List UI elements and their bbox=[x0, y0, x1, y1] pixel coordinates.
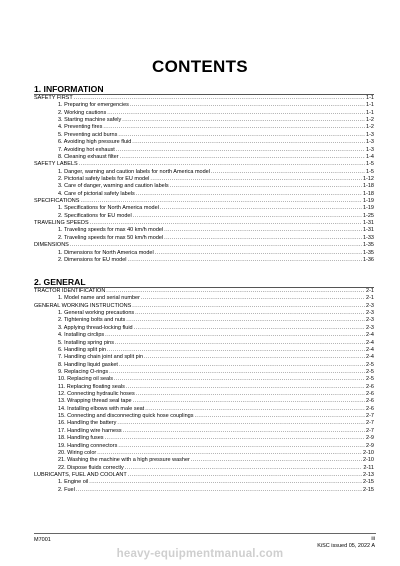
toc-entry-row[interactable] bbox=[34, 169, 374, 176]
toc-entry-title: 1. Dimensions for North America model bbox=[58, 249, 154, 256]
dot-leader bbox=[118, 443, 365, 450]
toc-entry-row[interactable] bbox=[34, 205, 374, 212]
toc-entry-row[interactable] bbox=[34, 413, 374, 420]
dot-leader bbox=[107, 110, 365, 117]
dot-leader bbox=[170, 183, 362, 190]
toc-entry-title: 2. Traveling speeds for max 50 km/h model bbox=[58, 234, 164, 241]
toc-entry-title: TRAVELING SPEEDS bbox=[34, 220, 89, 227]
toc-entry-title: 1. Traveling speeds for max 40 km/h model bbox=[58, 227, 164, 234]
toc-entry-title: 5. Installing spring pins bbox=[58, 339, 114, 346]
toc-group-row[interactable] bbox=[34, 220, 374, 227]
toc-page-number: 1-31 bbox=[362, 227, 374, 234]
toc-entry-title: 6. Avoiding high pressure fluid bbox=[58, 139, 132, 146]
toc-entry-row[interactable] bbox=[34, 176, 374, 183]
toc-entry-row[interactable] bbox=[34, 354, 374, 361]
toc-entry-row[interactable] bbox=[34, 347, 374, 354]
toc-entry-title: 14. Installing elbows with male seat bbox=[58, 405, 145, 412]
dot-leader bbox=[79, 161, 365, 168]
toc-page-number: 1-18 bbox=[362, 190, 374, 197]
dot-leader bbox=[119, 362, 365, 369]
dot-leader bbox=[194, 413, 365, 420]
toc-entry-title: 2. Specifications for EU model bbox=[58, 212, 132, 219]
toc-entry-title: 4. Installing circlips bbox=[58, 332, 105, 339]
toc-page-number: 2-11 bbox=[363, 464, 374, 471]
dot-leader bbox=[141, 295, 365, 302]
page-title: CONTENTS bbox=[152, 57, 248, 76]
toc-entry-title: 18. Handling fuses bbox=[58, 435, 104, 442]
toc-entry-row[interactable] bbox=[34, 465, 374, 472]
toc-entry-title: GENERAL WORKING INSTRUCTIONS bbox=[34, 302, 132, 309]
document-code: M7001 bbox=[34, 537, 51, 543]
toc-entry-title: 2. Fuel bbox=[58, 486, 75, 493]
dot-leader bbox=[105, 435, 365, 442]
dot-leader bbox=[106, 288, 365, 295]
dot-leader bbox=[105, 332, 365, 339]
toc-entry-row[interactable] bbox=[34, 317, 374, 324]
toc-group-row[interactable] bbox=[34, 95, 374, 102]
dot-leader bbox=[132, 303, 365, 310]
toc-entry-title: 2. Tightening bolts and nuts bbox=[58, 317, 126, 324]
dot-leader bbox=[123, 428, 365, 435]
toc-page-number: 1-35 bbox=[362, 242, 374, 249]
dot-leader bbox=[90, 220, 362, 227]
dot-leader bbox=[103, 124, 365, 131]
toc-entry-title: 2. Working cautions bbox=[58, 109, 107, 116]
toc-entry-row[interactable] bbox=[34, 479, 374, 486]
toc-entry-title: 1. Engine oil bbox=[58, 479, 89, 486]
dot-leader bbox=[107, 347, 365, 354]
dot-leader bbox=[150, 176, 362, 183]
dot-leader bbox=[136, 391, 365, 398]
toc-page-number: 2-15 bbox=[362, 479, 374, 486]
toc-page-number: 2-9 bbox=[366, 442, 374, 449]
toc-entry-row[interactable] bbox=[34, 235, 374, 242]
toc-page-number: 2-3 bbox=[366, 317, 374, 324]
toc-entry-title: 4. Preventing fires bbox=[58, 124, 103, 131]
toc-page-number: 2-15 bbox=[362, 486, 374, 493]
dot-leader bbox=[118, 132, 365, 139]
toc-group-row[interactable] bbox=[34, 198, 374, 205]
toc-page-number: 2-4 bbox=[366, 339, 374, 346]
toc-page-number: 2-3 bbox=[366, 324, 374, 331]
dot-leader bbox=[126, 384, 365, 391]
toc-entry-row[interactable] bbox=[34, 183, 374, 190]
toc-entry-row[interactable] bbox=[34, 450, 374, 457]
toc-page-number: 2-4 bbox=[366, 346, 374, 353]
dot-leader bbox=[128, 472, 362, 479]
dot-leader bbox=[133, 213, 362, 220]
toc-page-number: 2-5 bbox=[366, 361, 374, 368]
toc-page-number: 1-1 bbox=[366, 109, 374, 116]
toc-page-number: 2-4 bbox=[366, 354, 374, 361]
toc-entry-title: 1. Specifications for North America model bbox=[58, 205, 159, 212]
dot-leader bbox=[136, 191, 362, 198]
toc-entry-row[interactable] bbox=[34, 139, 374, 146]
toc-entry-row[interactable] bbox=[34, 340, 374, 347]
toc-entry-row[interactable] bbox=[34, 406, 374, 413]
dot-leader bbox=[116, 147, 365, 154]
toc-group-row[interactable] bbox=[34, 472, 374, 479]
dot-leader bbox=[211, 169, 365, 176]
dot-leader bbox=[130, 102, 365, 109]
dot-leader bbox=[134, 325, 365, 332]
toc-page-number: 1-5 bbox=[366, 161, 374, 168]
toc-page-number: 2-1 bbox=[366, 295, 374, 302]
toc-page-number: 2-6 bbox=[366, 405, 374, 412]
toc-group-row[interactable] bbox=[34, 288, 374, 295]
toc-entry-title: 4. Care of pictorial safety labels bbox=[58, 190, 135, 197]
toc-page-number: 2-10 bbox=[362, 449, 374, 456]
toc-entry-title: 17. Handling wire harness bbox=[58, 427, 122, 434]
toc-entry-row[interactable] bbox=[34, 376, 374, 383]
toc-entry-title: 16. Handling the battery bbox=[58, 420, 117, 427]
dot-leader bbox=[164, 227, 362, 234]
toc-entry-title: 22. Dispose fluids correctly bbox=[58, 464, 124, 471]
toc-entry-row[interactable] bbox=[34, 102, 374, 109]
footer-divider bbox=[34, 533, 376, 534]
toc-page-number: 2-3 bbox=[366, 302, 374, 309]
toc-entry-title: LUBRICANTS, FUEL AND COOLANT bbox=[34, 471, 127, 478]
toc-entry-title: 7. Handling chain joint and split pin bbox=[58, 354, 144, 361]
toc-entry-row[interactable] bbox=[34, 250, 374, 257]
toc-entry-row[interactable] bbox=[34, 428, 374, 435]
toc-entry-row[interactable] bbox=[34, 124, 374, 131]
toc-page-number: 1-36 bbox=[362, 256, 374, 263]
toc-entry-title: 9. Replacing O-rings bbox=[58, 368, 109, 375]
dot-leader bbox=[133, 398, 365, 405]
dot-leader bbox=[125, 465, 363, 472]
toc-entry-title: SPECIFICATIONS bbox=[34, 198, 80, 205]
dot-leader bbox=[122, 117, 365, 124]
toc-page-number: 2-7 bbox=[366, 413, 374, 420]
toc-page-number: 1-31 bbox=[362, 220, 374, 227]
dot-leader bbox=[145, 406, 365, 413]
toc-entry-title: 1. Model name and serial number bbox=[58, 295, 140, 302]
dot-leader bbox=[164, 235, 362, 242]
toc-page-number: 2-5 bbox=[366, 368, 374, 375]
dot-leader bbox=[114, 376, 365, 383]
toc-entry-row[interactable] bbox=[34, 295, 374, 302]
toc-page-number: 2-10 bbox=[362, 457, 374, 464]
toc-entry-title: 2. Dimensions for EU model bbox=[58, 256, 127, 263]
section-heading-information: 1. INFORMATION bbox=[34, 84, 104, 94]
toc-group-row[interactable] bbox=[34, 242, 374, 249]
toc-page-number: 1-1 bbox=[366, 102, 374, 109]
toc-entry-row[interactable] bbox=[34, 110, 374, 117]
toc-group-row[interactable] bbox=[34, 303, 374, 310]
toc-entry-row[interactable] bbox=[34, 310, 374, 317]
toc-entry-title: 8. Handling liquid gasket bbox=[58, 361, 118, 368]
issue-info: KiSC issued 05, 2022 A bbox=[317, 543, 375, 549]
toc-page-number: 1-3 bbox=[366, 139, 374, 146]
toc-entry-title: 11. Replacing floating seals bbox=[58, 383, 125, 390]
toc-entry-row[interactable] bbox=[34, 227, 374, 234]
toc-group-row[interactable] bbox=[34, 161, 374, 168]
toc-page-number: 2-6 bbox=[366, 391, 374, 398]
toc-entry-row[interactable] bbox=[34, 384, 374, 391]
dot-leader bbox=[160, 205, 362, 212]
dot-leader bbox=[109, 369, 365, 376]
toc-entry-title: 8. Cleaning exhaust filter bbox=[58, 153, 119, 160]
toc-page-number: 2-6 bbox=[366, 398, 374, 405]
toc-entry-title: 19. Handling connectors bbox=[58, 442, 118, 449]
toc-entry-title: 6. Handling split pin bbox=[58, 346, 107, 353]
toc-page-number: 2-9 bbox=[366, 435, 374, 442]
toc-entry-title: 1. Danger, warning and caution labels for north America model bbox=[58, 168, 210, 175]
toc-entry-title: 1. Preparing for emergencies bbox=[58, 102, 129, 109]
toc-entry-title: 2. Pictorial safety labels for EU model bbox=[58, 175, 150, 182]
dot-leader bbox=[97, 450, 362, 457]
toc-page-number: 1-5 bbox=[366, 168, 374, 175]
toc-page-number: 1-19 bbox=[362, 198, 374, 205]
dot-leader bbox=[120, 154, 366, 161]
toc-page-number: 2-7 bbox=[366, 427, 374, 434]
toc-page-number: 1-25 bbox=[362, 212, 374, 219]
toc-page-number: 1-19 bbox=[362, 205, 374, 212]
dot-leader bbox=[74, 95, 365, 102]
toc-entry-title: 20. Wiring color bbox=[58, 449, 97, 456]
dot-leader bbox=[117, 420, 365, 427]
dot-leader bbox=[155, 250, 362, 257]
toc-entry-row[interactable] bbox=[34, 132, 374, 139]
watermark: heavy-equipmentmanual.com bbox=[116, 548, 284, 560]
toc-entry-row[interactable] bbox=[34, 420, 374, 427]
toc-entry-title: SAFETY LABELS bbox=[34, 161, 78, 168]
toc-entry-title: 5. Preventing acid burns bbox=[58, 131, 118, 138]
dot-leader bbox=[115, 340, 365, 347]
toc-entry-row[interactable] bbox=[34, 325, 374, 332]
toc-entry-row[interactable] bbox=[34, 369, 374, 376]
toc-entry-row[interactable] bbox=[34, 154, 374, 161]
dot-leader bbox=[70, 242, 362, 249]
toc-entry-row[interactable] bbox=[34, 191, 374, 198]
toc-page-number: 1-33 bbox=[362, 234, 374, 241]
toc-entry-title: 7. Avoiding hot exhaust bbox=[58, 146, 115, 153]
section-heading-general: 2. GENERAL bbox=[34, 277, 86, 287]
toc-entry-row[interactable] bbox=[34, 257, 374, 264]
toc-page-number: 1-4 bbox=[366, 153, 374, 160]
toc-page-number: 1-2 bbox=[366, 124, 374, 131]
toc-entry-title: 10. Replacing oil seals bbox=[58, 376, 114, 383]
toc-list-general bbox=[34, 288, 374, 494]
toc-entry-title: SAFETY FIRST bbox=[34, 95, 73, 101]
dot-leader bbox=[127, 257, 362, 264]
toc-page-number: 1-12 bbox=[362, 175, 374, 182]
toc-page-number: 2-7 bbox=[366, 420, 374, 427]
toc-entry-title: 13. Wrapping thread seal tape bbox=[58, 398, 132, 405]
toc-page-number: 1-35 bbox=[362, 249, 374, 256]
toc-page-number: 2-1 bbox=[366, 288, 374, 294]
toc-page-number: 1-18 bbox=[362, 183, 374, 190]
page-number: iii bbox=[371, 536, 375, 542]
dot-leader bbox=[80, 198, 362, 205]
toc-entry-row[interactable] bbox=[34, 332, 374, 339]
dot-leader bbox=[135, 310, 365, 317]
toc-entry-row[interactable] bbox=[34, 398, 374, 405]
toc-entry-row[interactable] bbox=[34, 391, 374, 398]
toc-entry-row[interactable] bbox=[34, 147, 374, 154]
toc-entry-row[interactable] bbox=[34, 213, 374, 220]
toc-entry-row[interactable] bbox=[34, 117, 374, 124]
dot-leader bbox=[89, 479, 362, 486]
dot-leader bbox=[191, 457, 362, 464]
toc-page-number: 2-3 bbox=[366, 310, 374, 317]
toc-entry-title: 12. Connecting hydraulic hoses bbox=[58, 391, 135, 398]
toc-entry-title: 1. General working precautions bbox=[58, 310, 135, 317]
toc-entry-row[interactable] bbox=[34, 457, 374, 464]
toc-page-number: 2-4 bbox=[366, 332, 374, 339]
dot-leader bbox=[76, 487, 362, 494]
toc-entry-title: 21. Washing the machine with a high pressure washer bbox=[58, 457, 190, 464]
toc-page-number: 1-2 bbox=[366, 117, 374, 124]
dot-leader bbox=[144, 354, 365, 361]
dot-leader bbox=[126, 317, 365, 324]
toc-page-number: 1-3 bbox=[366, 146, 374, 153]
toc-entry-title: 3. Care of danger, warning and caution labels bbox=[58, 183, 169, 190]
toc-page-number: 1-3 bbox=[366, 131, 374, 138]
toc-entry-row[interactable] bbox=[34, 435, 374, 442]
toc-entry-title: 3. Starting machine safely bbox=[58, 117, 122, 124]
toc-page-number: 2-6 bbox=[366, 383, 374, 390]
toc-entry-row[interactable] bbox=[34, 443, 374, 450]
toc-entry-title: TRACTOR IDENTIFICATION bbox=[34, 288, 106, 294]
toc-entry-title: DIMENSIONS bbox=[34, 242, 69, 249]
toc-list-information bbox=[34, 95, 374, 264]
toc-page-number: 2-13 bbox=[362, 471, 374, 478]
toc-entry-title: 15. Connecting and disconnecting quick hose couplings bbox=[58, 413, 194, 420]
dot-leader bbox=[132, 139, 365, 146]
toc-entry-row[interactable] bbox=[34, 362, 374, 369]
toc-page-number: 2-5 bbox=[366, 376, 374, 383]
toc-entry-title: 3. Applying thread-locking fluid bbox=[58, 324, 133, 331]
toc-entry-row[interactable] bbox=[34, 487, 374, 494]
toc-page-number: 1-1 bbox=[366, 95, 374, 101]
